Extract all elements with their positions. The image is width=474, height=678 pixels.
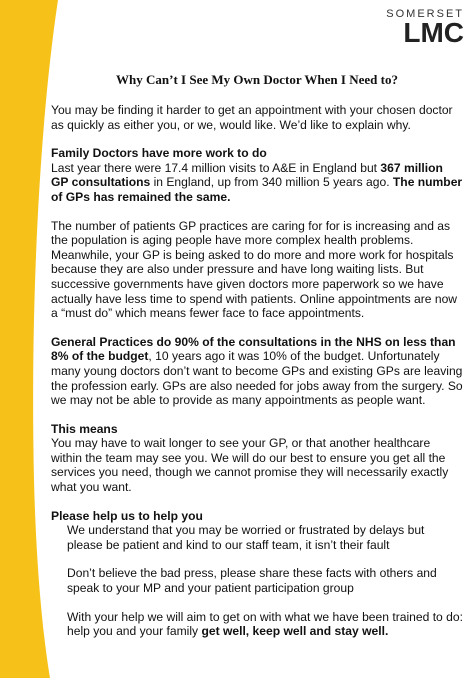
section-heading-this-means: This means bbox=[51, 421, 118, 436]
somerset-lmc-logo bbox=[386, 8, 464, 46]
logo-main-text: LMC bbox=[403, 17, 464, 48]
document-body bbox=[51, 103, 463, 639]
help-paragraph-closing: With your help we will aim to get on with what we have been trained to do: help you and your family get well, keep well and stay well. bbox=[67, 609, 463, 639]
intro-paragraph: You may be finding it harder to get an appointment with your chosen doctor as quickly as either you, or we, would like. We’d like to explain why. bbox=[51, 103, 453, 132]
help-paragraph-patient: We understand that you may be worried or frustrated by delays but please be patient and kind to our staff team, it isn’t their fault bbox=[67, 523, 425, 552]
help-paragraph-bad-press: Don’t believe the bad press, please share these facts with others and speak to your MP and your patient participation group bbox=[67, 566, 437, 596]
gp-consultations-paragraph: Last year there were 17.4 million visits to A&E in England but 367 million GP consultations in England, up from 340 million 5 years ago. The number of GPs has remained the same. bbox=[51, 160, 463, 204]
page-title: Why Can’t I See My Own Doctor When I Need to? bbox=[116, 72, 398, 87]
this-means-paragraph: You may have to wait longer to see your GP, or that another healthcare within the team may see you. We will do our best to ensure you get all the services you need, though we cannot promise they will necessarily exactly what you want. bbox=[51, 436, 449, 495]
section-heading-more-work: Family Doctors have more work to do bbox=[51, 146, 267, 161]
budget-paragraph: General Practices do 90% of the consultations in the NHS on less than 8% of the budget, 10 years ago it was 10% of the budget. Unfortunately many young doctors don’t want to become GPs and existing GPs are leaving the profession early. GPs are also needed for jobs away from the surgery. So we may not be able to provide as many appointments as people want. bbox=[51, 334, 463, 408]
section-heading-help-us: Please help us to help you bbox=[51, 508, 203, 523]
patients-paragraph: The number of patients GP practices are caring for for is increasing and as the population is aging people have more complex health problems. Meanwhile, your GP is being asked to do more and more work for hospitals because they are also under pressure and have long waiting lists. But successive governments have given doctors more paperwork so we have actually have less time to spend with patients. Online appointments are now a “must do” which means fewer face to face appointments. bbox=[51, 218, 458, 321]
logo-top-text: SOMERSET bbox=[386, 8, 464, 20]
